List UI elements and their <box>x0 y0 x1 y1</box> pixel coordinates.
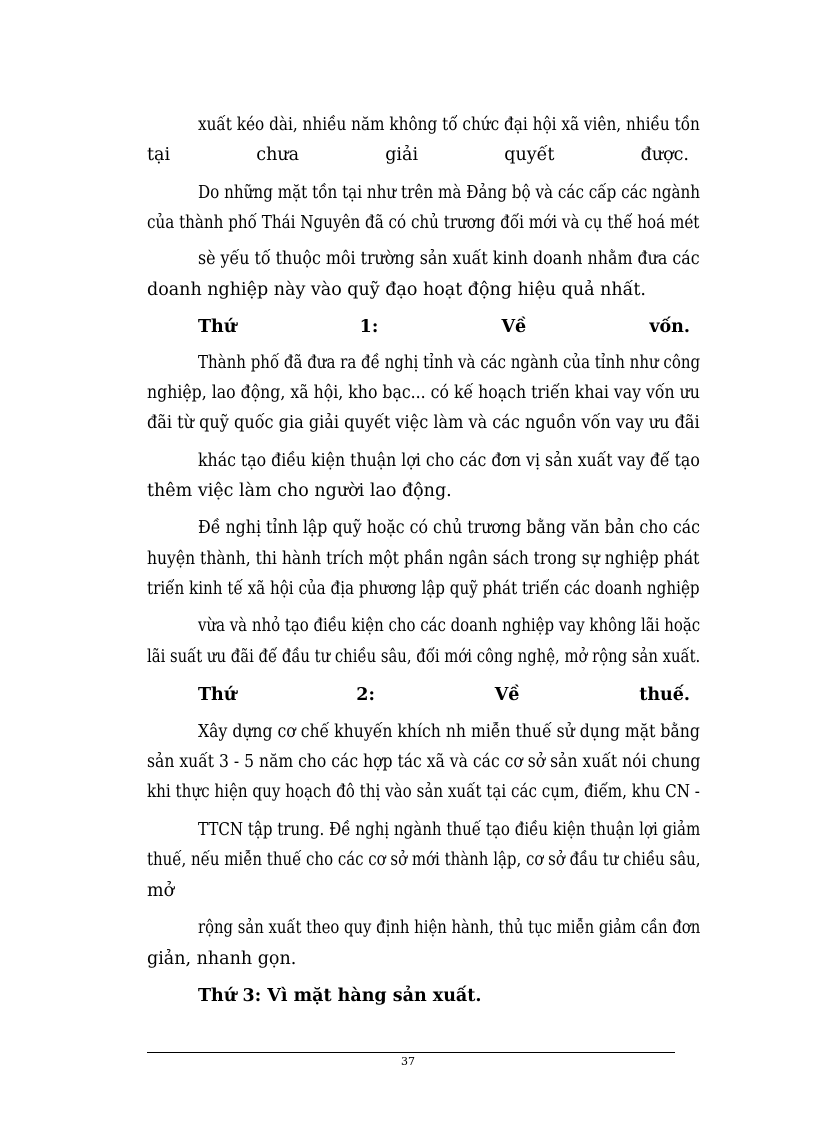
text-line: sè yếu tố thuộc môi trường sản xuất kinh doanh nhằm đưa các <box>198 249 700 269</box>
heading-word: 2: <box>356 685 375 705</box>
text-line: rộng sản xuất theo quy định hiện hành, thủ tục miễn giảm cần đơn <box>198 918 701 938</box>
text-line: Thành phố đã đưa ra đề nghị tỉnh và các ngành của tỉnh như công <box>198 353 701 373</box>
text-line: giản, nhanh gọn. <box>147 949 297 969</box>
word: quyết <box>504 145 555 165</box>
section-heading <box>198 315 690 339</box>
footer-rule <box>147 1052 675 1053</box>
text-line: TTCN tập trung. Đề nghị ngành thuế tạo điều kiện thuận lợi giảm <box>198 820 701 840</box>
text-line: đãi từ quỹ quốc gia giải quyết việc làm và các nguồn vốn vay ưu đãi <box>147 413 700 433</box>
text-line: Đề nghị tỉnh lập quỹ hoặc có chủ trương bằng văn bản cho các <box>198 518 701 538</box>
heading-word: Thứ <box>198 317 237 337</box>
justified-line <box>147 143 689 167</box>
text-line: sản xuất 3 - 5 năm cho các hợp tác xã và các cơ sở sản xuất nói chung <box>147 752 701 772</box>
page-number: 37 <box>401 1055 415 1068</box>
text-line: Do những mặt tồn tại như trên mà Đảng bộ và các cấp các ngành <box>198 183 701 203</box>
word: chưa <box>256 145 300 165</box>
heading-word: thuế. <box>639 685 690 705</box>
text-line: của thành phố Thái Nguyên đã có chủ trương đổi mới và cụ thể hoá mét <box>147 213 700 233</box>
heading-word: Về <box>501 317 527 337</box>
text-line: doanh nghiệp này vào quỹ đạo hoạt động hiệu quả nhất. <box>147 280 646 300</box>
heading-word: Về <box>494 685 520 705</box>
word: giải <box>385 145 419 165</box>
text-line: lãi suất ưu đãi để đầu tư chiều sâu, đổi mới công nghệ, mở rộng sản xuất. <box>147 647 701 667</box>
section-heading: Thứ 3: Vì mặt hàng sản xuất. <box>198 986 482 1006</box>
text-line: thuế, nếu miễn thuế cho các cơ sở mới thành lập, cơ sở đầu tư chiều sâu, <box>147 850 701 870</box>
heading-word: vốn. <box>649 317 690 337</box>
word: được. <box>640 145 689 165</box>
text-line: xuất kéo dài, nhiều năm không tổ chức đại hội xã viên, nhiều tồn <box>198 115 700 135</box>
heading-word: 1: <box>359 317 379 337</box>
text-line: Xây dựng cơ chế khuyến khích nh miễn thuế sử dụng mặt bằng <box>198 722 700 742</box>
word: tại <box>147 145 171 165</box>
text-line: huyện thành, thi hành trích một phần ngân sách trong sự nghiệp phát <box>147 549 700 569</box>
heading-word: Thứ <box>198 685 237 705</box>
text-line: khi thực hiện quy hoạch đô thị vào sản xuất tại các cụm, điểm, khu CN - <box>147 782 700 802</box>
text-line: khác tạo điều kiện thuận lợi cho các đơn vị sản xuất vay để tạo <box>198 451 700 471</box>
text-line: nghiệp, lao động, xã hội, kho bạc... có kế hoạch triển khai vay vốn ưu <box>147 383 700 403</box>
text-line: triển kinh tế xã hội của địa phương lập quỹ phát triển các doanh nghiệp <box>147 579 700 599</box>
text-line: vừa và nhỏ tạo điều kiện cho các doanh nghiệp vay không lãi hoặc <box>198 616 701 636</box>
text-line: mở <box>147 881 175 901</box>
section-heading <box>198 683 690 707</box>
text-line: thêm việc làm cho người lao động. <box>147 481 452 501</box>
